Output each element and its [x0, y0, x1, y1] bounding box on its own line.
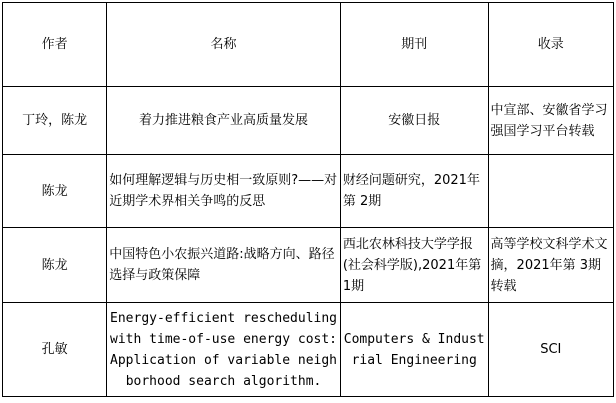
cell-journal: 西北农林科技大学学报(社会科学版),2021年第 1期	[340, 228, 488, 303]
cell-journal: 财经问题研究，2021年第 2期	[340, 155, 488, 228]
table-row	[3, 228, 614, 303]
header-index: 收录	[488, 3, 613, 87]
cell-journal: Computers & Industrial Engineering	[340, 303, 488, 397]
cell-name: Energy-efficient rescheduling with time-of-use energy cost: Application of variable neighborhood search algorithm.	[107, 303, 341, 397]
cell-index: 中宣部、安徽省学习强国学习平台转载	[488, 87, 613, 155]
header-journal: 期刊	[340, 3, 488, 87]
header-author: 作者	[3, 3, 107, 87]
cell-index: 高等学校文科学术文摘，2021年第 3期转载	[488, 228, 613, 303]
cell-name: 着力推进粮食产业高质量发展	[107, 87, 341, 155]
cell-index: SCI	[488, 303, 613, 397]
cell-author: 孔敏	[3, 303, 107, 397]
cell-author: 丁玲，陈龙	[3, 87, 107, 155]
table-row	[3, 303, 614, 397]
cell-author: 陈龙	[3, 155, 107, 228]
cell-journal: 安徽日报	[340, 87, 488, 155]
table-row	[3, 155, 614, 228]
cell-index	[488, 155, 613, 228]
table-row	[3, 87, 614, 155]
cell-author: 陈龙	[3, 228, 107, 303]
publication-table	[2, 2, 614, 397]
cell-name: 如何理解逻辑与历史相一致原则?——对近期学术界相关争鸣的反思	[107, 155, 341, 228]
cell-name: 中国特色小农振兴道路:战略方向、路径选择与政策保障	[107, 228, 341, 303]
header-name: 名称	[107, 3, 341, 87]
table-header-row	[3, 3, 614, 87]
